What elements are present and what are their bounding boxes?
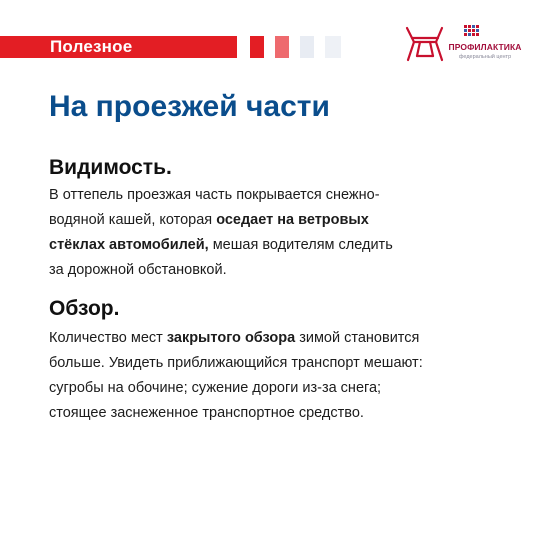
page-title: На проезжей части <box>49 90 330 123</box>
decorative-stripe <box>250 36 264 58</box>
text-line: больше. Увидеть приближающийся транспорт мешают: <box>49 355 423 371</box>
decorative-stripe <box>300 36 314 58</box>
text-line: В оттепель проезжая часть покрывается снежно- <box>49 187 380 203</box>
decorative-stripe <box>275 36 289 58</box>
section-heading-visibility: Видимость. <box>49 156 172 179</box>
section-heading-overview: Обзор. <box>49 297 120 320</box>
decorative-stripe <box>325 36 341 58</box>
section-text-visibility <box>49 183 393 283</box>
logo-subtitle: федеральный центр <box>458 54 512 60</box>
text-line: водяной кашей, которая оседает на ветровых <box>49 212 369 228</box>
section-category-label: Полезное <box>50 37 133 56</box>
logo-title: ПРОФИЛАКТИКА <box>448 42 522 52</box>
chair-icon <box>402 24 446 64</box>
section-text-overview <box>49 326 423 426</box>
text-line: за дорожной обстановкой. <box>49 262 227 278</box>
grid-icon <box>464 25 480 39</box>
text-line: стоящее заснеженное транспортное средство. <box>49 405 364 421</box>
profilaktika-logo <box>402 24 522 70</box>
text-line: Количество мест закрытого обзора зимой становится <box>49 330 420 346</box>
text-line: сугробы на обочине; сужение дороги из-за снега; <box>49 380 382 396</box>
text-line: стёклах автомобилей, мешая водителям следить <box>49 237 393 253</box>
